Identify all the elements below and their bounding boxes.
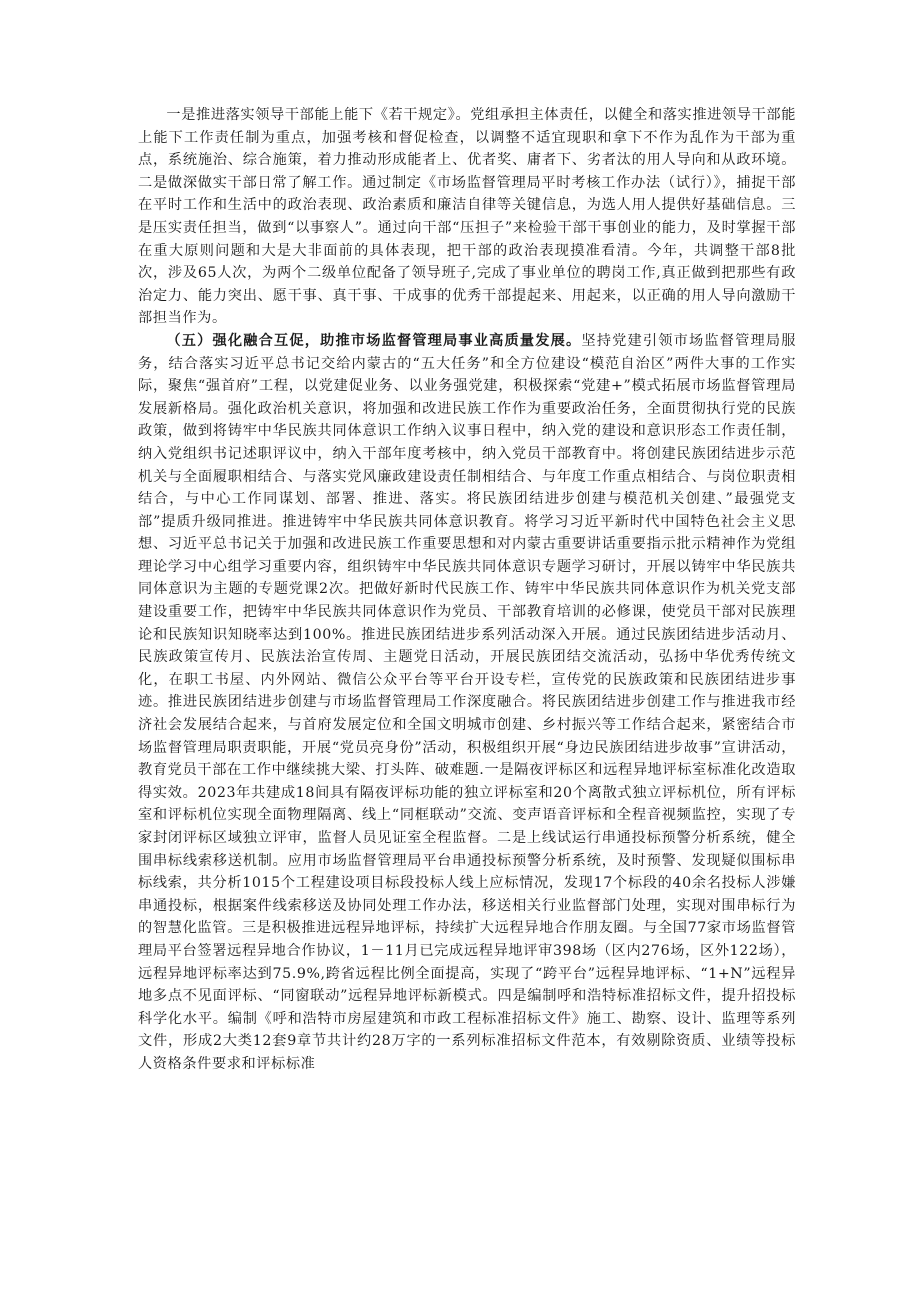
section-body: 坚持党建引领市场监督管理局服务，结合落实习近平总书记交给内蒙古的“五大任务”和全方位建设“模范自治区”两件大事的工作实际，聚焦“强首府”工程，以党建促业务、以业务强党建，积极探索“党建+”模式拓展市场监督管理局发展新格局。强化政治机关意识，将加强和改进民族工作作为重要政治任务，全面贯彻执行党的民族政策，做到将铸牢中华民族共同体意识工作纳入议事日程中，纳入党的建设和意识形态工作责任制，纳入党组织书记述职评议中，纳入干部年度考核中，纳入党员干部教育中。将创建民族团结进步示范机关与全面履职相结合、与落实党风廉政建设责任制相结合、与年度工作重点相结合、与岗位职责相结合，与中心工作同谋划、部署、推进、落实。将民族团结进步创建与模范机关创建、”最强党支部”提质升级同推进。推进铸牢中华民族共同体意识教育。将学习习近平新时代中国特色社会主义思想、习近平总书记关于加强和改进民族工作重要思想和对内蒙古重要讲话重要指示批示精神作为党组理论学习中心组学习重要内容，组织铸牢中华民族共同体意识专题学习研讨，开展以铸牢中华民族共同体意识为主题的专题党课2次。把做好新时代民族工作、铸牢中华民族共同体意识作为机关党支部建设重要工作，把铸牢中华民族共同体意识作为党员、干部教育培训的必修课，使党员干部对民族理论和民族知识知晓率达到100%。推进民族团结进步系列活动深入开展。通过民族团结进步活动月、民族政策宣传月、民族法治宣传周、主题党日活动，开展民族团结交流活动，弘扬中华优秀传统文化，在职工书屋、内外网站、微信公众平台等平台开设专栏，宣传党的民族政策和民族团结进步事迹。推进民族团结进步创建与市场监督管理局工作深度融合。将民族团结进步创建工作与推进我市经济社会发展结合起来，与首府发展定位和全国文明城市创建、乡村振兴等工作结合起来，紧密结合市场监督管理局职责职能，开展“党员亮身份”活动，积极组织开展“身边民族团结进步故事”宣讲活动，教育党员干部在工作中继续挑大梁、打头阵、破难题.一是隔夜评标区和远程异地评标室标准化改造取得实效。2023年共建成18间具有隔夜评标功能的独立评标室和20个离散式独立评标机位，所有评标室和评标机位实现全面物理隔离、线上“同框联动”交流、变声语音评标和全程音视频监控，实现了专家封闭评标区域独立评审，监督人员见证室全程监督。二是上线试运行串通投标预警分析系统，健全围串标线索移送机制。应用市场监督管理局平台串通投标预警分析系统，及时预警、发现疑似围标串标线索，共分析1015个工程建设项目标段投标人线上应标情况，发现17个标段的40余名投标人涉嫌串通投标，根据案件线索移送及协同处理工作办法，移送相关行业监督部门处理，实现对围串标行为的智慧化监管。三是积极推进远程异地评标，持续扩大远程异地合作朋友圈。与全国77家市场监督管理局平台签署远程异地合作协议，1－11月已完成远程异地评审398场（区内276场，区外122场），远程异地评标率达到75.9%,跨省远程比例全面提高，实现了“跨平台”远程异地评标、“1+N”远程异地多点不见面评标、“同窗联动”远程异地评标新模式。四是编制呼和浩特标准招标文件，提升招投标科学化水平。编制《呼和浩特市房屋建筑和市政工程标准招标文件》施工、勘察、设计、监理等系列文件，形成2大类12套9章节共计约28万字的一系列标准招标文件范本，有效剔除资质、业绩等投标人资格条件要求和评标标准: [138, 332, 797, 1072]
section-heading: （五）强化融合互促，助推市场监督管理局事业高质量发展。: [166, 332, 582, 349]
paragraph-integration: [138, 330, 796, 1076]
paragraph-cadre-management: 一是推进落实领导干部能上能下《若干规定》。党组承担主体责任，以健全和落实推进领导干部能上能下工作责任制为重点，加强考核和督促检查，以调整不适宜现职和拿下不作为乱作为干部为重点，系统施治、综合施策，着力推动形成能者上、优者奖、庸者下、劣者汰的用人导向和从政环境。二是做深做实干部日常了解工作。通过制定《市场监督管理局平时考核工作办法（试行）》，捕捉干部在平时工作和生活中的政治表现、政治素质和廉洁自律等关键信息，为选人用人提供好基础信息。三是压实责任担当，做到“以事察人”。通过向干部“压担子”来检验干部干事创业的能力，及时掌握干部在重大原则问题和大是大非面前的具体表现，把干部的政治表现摸准看清。今年，共调整干部8批次，涉及65人次，为两个二级单位配备了领导班子,完成了事业单位的聘岗工作,真正做到把那些有政治定力、能力突出、愿干事、真干事、干成事的优秀干部提起来、用起来，以正确的用人导向激励干部担当作为。: [138, 107, 796, 327]
document-body: [138, 104, 796, 1076]
